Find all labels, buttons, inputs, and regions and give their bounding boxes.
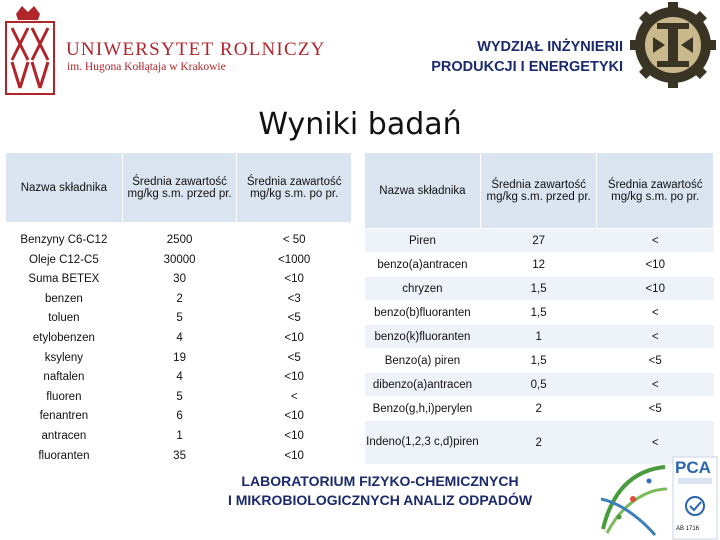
table-cell: dibenzo(a)antracen xyxy=(365,373,481,397)
pca-label: PCA xyxy=(675,458,711,477)
table-cell: ksyleny xyxy=(44,351,84,364)
table-cell: < xyxy=(290,390,298,403)
table-cell: Benzyny C6-C12 xyxy=(20,234,108,246)
table-row xyxy=(6,270,352,290)
table-cell: 2 xyxy=(176,292,183,305)
table-cell: benzo(b)fluoranten xyxy=(365,301,481,325)
faculty-line-2: PRODUKCJI I ENERGETYKI xyxy=(431,59,623,75)
table-cell: 5 xyxy=(176,390,183,403)
table-cell: benzo(k)fluoranten xyxy=(365,325,481,349)
results-table-right xyxy=(364,152,714,465)
table-cell: <10 xyxy=(284,410,304,423)
column-header-after: Średnia zawartość mg/kg s.m. po pr. xyxy=(237,153,352,223)
page-title: Wyniki badań xyxy=(258,107,462,142)
table-cell: Piren xyxy=(365,229,481,253)
table-cell: <10 xyxy=(284,273,304,286)
table-cell: benzen xyxy=(45,292,83,305)
table-cell: < xyxy=(597,421,714,465)
table-row xyxy=(365,325,714,349)
table-cell: 30 xyxy=(173,273,186,286)
university-subtitle: im. Hugona Kołłątaja w Krakowie xyxy=(67,61,226,73)
table-cell: 6 xyxy=(176,410,183,423)
table-cell: Benzo(g,h,i)perylen xyxy=(365,397,481,421)
table-cell: <10 xyxy=(597,253,714,277)
table-cell: 1,5 xyxy=(480,277,597,301)
table-cell: 4 xyxy=(176,371,183,384)
table-cell: <5 xyxy=(597,397,714,421)
table-cell: <10 xyxy=(284,371,304,384)
table-cell: fluoranten xyxy=(38,449,90,462)
table-row xyxy=(6,329,352,349)
table-cell: 5 xyxy=(176,312,183,325)
table-cell: fenantren xyxy=(39,410,89,423)
table-cell: 12 xyxy=(480,253,597,277)
faculty-gear-logo xyxy=(630,2,716,88)
table-cell: <5 xyxy=(597,349,714,373)
laboratory-name xyxy=(160,472,600,510)
table-cell: 30000 xyxy=(163,253,196,266)
table-cell: < xyxy=(597,373,714,397)
table-row xyxy=(6,368,352,388)
accreditation-number: AB 1716 xyxy=(676,526,700,532)
table-cell: < xyxy=(597,229,714,253)
table-row xyxy=(365,253,714,277)
results-table-left xyxy=(5,152,352,466)
table-cell: 1,5 xyxy=(480,349,597,373)
table-cell: 2500 xyxy=(166,234,193,246)
table-row xyxy=(365,349,714,373)
column-header-component: Nazwa składnika xyxy=(6,153,123,223)
table-row xyxy=(365,397,714,421)
faculty-name xyxy=(431,37,623,77)
table-cell: <10 xyxy=(284,429,304,442)
table-cell: benzo(a)antracen xyxy=(365,253,481,277)
column-header-component: Nazwa składnika xyxy=(365,153,481,229)
table-cell: <1000 xyxy=(278,253,311,266)
table-cell: <5 xyxy=(287,312,301,325)
table-cell: < xyxy=(597,301,714,325)
table-row xyxy=(6,427,352,447)
table-row xyxy=(6,309,352,329)
table-row xyxy=(365,373,714,397)
table-cell: 1 xyxy=(480,325,597,349)
table-cell: Benzo(a) piren xyxy=(365,349,481,373)
table-cell: 2 xyxy=(480,421,597,465)
table-cell: Indeno(1,2,3 c,d)piren xyxy=(365,421,481,465)
lab-line-2: I MIKROBIOLOGICZNYCH ANALIZ ODPADÓW xyxy=(227,492,533,508)
table-cell: <3 xyxy=(287,292,301,305)
table-cell: < 50 xyxy=(282,234,306,246)
column-header-before: Średnia zawartość mg/kg s.m. przed pr. xyxy=(480,153,597,229)
university-name: UNIWERSYTET ROLNICZY xyxy=(66,39,326,60)
table-row xyxy=(365,301,714,325)
column-header-before: Średnia zawartość mg/kg s.m. przed pr. xyxy=(122,153,237,223)
table-cell: 1 xyxy=(176,429,183,442)
table-cell: < xyxy=(597,325,714,349)
table-cell: <10 xyxy=(284,331,304,344)
table-cell: 2 xyxy=(480,397,597,421)
table-cell: 27 xyxy=(480,229,597,253)
table-cell: toluen xyxy=(48,312,80,325)
table-row xyxy=(365,277,714,301)
faculty-line-1: WYDZIAŁ INŻYNIERII xyxy=(477,39,623,55)
table-cell: 35 xyxy=(173,449,186,462)
table-row xyxy=(365,421,714,465)
table-row xyxy=(365,229,714,253)
table-cell: 0,5 xyxy=(480,373,597,397)
table-row xyxy=(6,251,352,271)
table-row xyxy=(6,447,352,467)
table-row xyxy=(6,223,352,251)
lab-line-1: LABORATORIUM FIZYKO-CHEMICZNYCH xyxy=(241,473,519,489)
table-cell: antracen xyxy=(41,429,87,442)
table-cell: <10 xyxy=(284,449,304,462)
table-cell: <10 xyxy=(597,277,714,301)
table-row xyxy=(6,407,352,427)
table-cell: Oleje C12-C5 xyxy=(29,253,99,266)
table-cell: 19 xyxy=(173,351,186,364)
lab-swirl-logo xyxy=(595,459,671,537)
table-cell: fluoren xyxy=(46,390,82,403)
column-header-after: Średnia zawartość mg/kg s.m. po pr. xyxy=(597,153,714,229)
table-row xyxy=(6,388,352,408)
table-cell: chryzen xyxy=(365,277,481,301)
table-cell: 4 xyxy=(176,331,183,344)
table-cell: etylobenzen xyxy=(32,331,95,344)
table-cell: Suma BETEX xyxy=(28,273,100,286)
table-cell: naftalen xyxy=(43,371,85,384)
table-cell: <5 xyxy=(287,351,301,364)
university-crest-logo xyxy=(2,4,58,100)
table-row xyxy=(6,290,352,310)
table-cell: 1,5 xyxy=(480,301,597,325)
table-row xyxy=(6,349,352,369)
